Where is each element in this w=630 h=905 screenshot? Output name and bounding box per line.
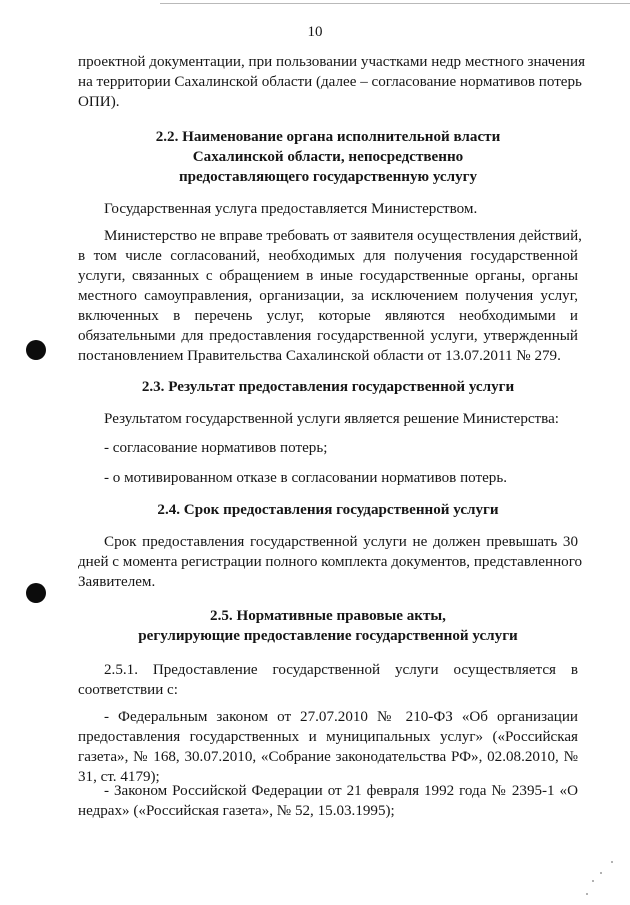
paragraph-line: недрах» («Российская газета», № 52, 15.03.1995); [78, 803, 395, 819]
paragraph-line: обязательными для предоставления государственной услуги, утвержденный [78, 328, 578, 344]
page-number: 10 [307, 24, 323, 40]
paragraph-line: проектной документации, при пользовании участками недр местного значения [78, 54, 586, 70]
section-heading-line: предоставляющего государственную услугу [178, 169, 478, 185]
paragraph-line: газета», № 168, 30.07.2010, «Собрание законодательства РФ», 02.08.2010, № [78, 749, 578, 765]
section-heading-line: 2.4. Срок предоставления государственной услуги [157, 502, 499, 518]
paragraph-line: Министерство не вправе требовать от заявителя осуществления действий, [104, 228, 582, 244]
section-heading-line: 2.5. Нормативные правовые акты, [210, 608, 446, 624]
paragraph-line: ОПИ). [78, 94, 120, 110]
paragraph-line: - о мотивированном отказе в согласовании нормативов потерь. [104, 470, 507, 486]
scan-speck [586, 893, 588, 895]
scan-edge-line [160, 3, 630, 4]
paragraph-line: местного самоуправления, организации, за исключением получения услуг, [78, 288, 578, 304]
paragraph-line: дней с момента регистрации полного комплекта документов, представленного [78, 554, 583, 570]
paragraph-line: - Законом Российской Федерации от 21 февраля 1992 года № 2395-1 «О [104, 783, 578, 799]
scan-speck [611, 861, 613, 863]
paragraph-line: - Федеральным законом от 27.07.2010 № 210-ФЗ «Об организации [104, 709, 578, 725]
section-heading-line: 2.2. Наименование органа исполнительной власти [155, 129, 501, 145]
scan-speck [592, 880, 594, 882]
paragraph-line: Заявителем. [78, 574, 156, 590]
punch-hole-upper [26, 340, 46, 360]
paragraph-line: Результатом государственной услуги является решение Министерства: [104, 411, 559, 427]
paragraph-line: на территории Сахалинской области (далее – согласование нормативов потерь [78, 74, 582, 90]
punch-hole-lower [26, 583, 46, 603]
paragraph-line: предоставления государственных и муниципальных услуг» («Российская [78, 729, 578, 745]
paragraph-line: постановлением Правительства Сахалинской области от 13.07.2011 № 279. [78, 348, 561, 364]
paragraph-line: 2.5.1. Предоставление государственной услуги осуществляется в [104, 662, 578, 678]
paragraph-line: Срок предоставления государственной услуги не должен превышать 30 [104, 534, 578, 550]
paragraph-line: - согласование нормативов потерь; [104, 440, 328, 456]
section-heading-line: регулирующие предоставление государственной услуги [138, 628, 518, 644]
paragraph-line: 31, ст. 4179); [78, 769, 160, 785]
paragraph-line: услуги, связанных с обращением в иные государственные органы, органы [78, 268, 578, 284]
section-heading-line: Сахалинской области, непосредственно [192, 149, 464, 165]
paragraph-line: соответствии с: [78, 682, 178, 698]
scan-speck [600, 872, 602, 874]
paragraph-line: в том числе согласований, необходимых для получения государственной [78, 248, 578, 264]
paragraph-line: включенных в перечень услуг, которые являются необходимыми и [78, 308, 578, 324]
paragraph-line: Государственная услуга предоставляется Министерством. [104, 201, 478, 217]
section-heading-line: 2.3. Результат предоставления государственной услуги [141, 379, 515, 395]
